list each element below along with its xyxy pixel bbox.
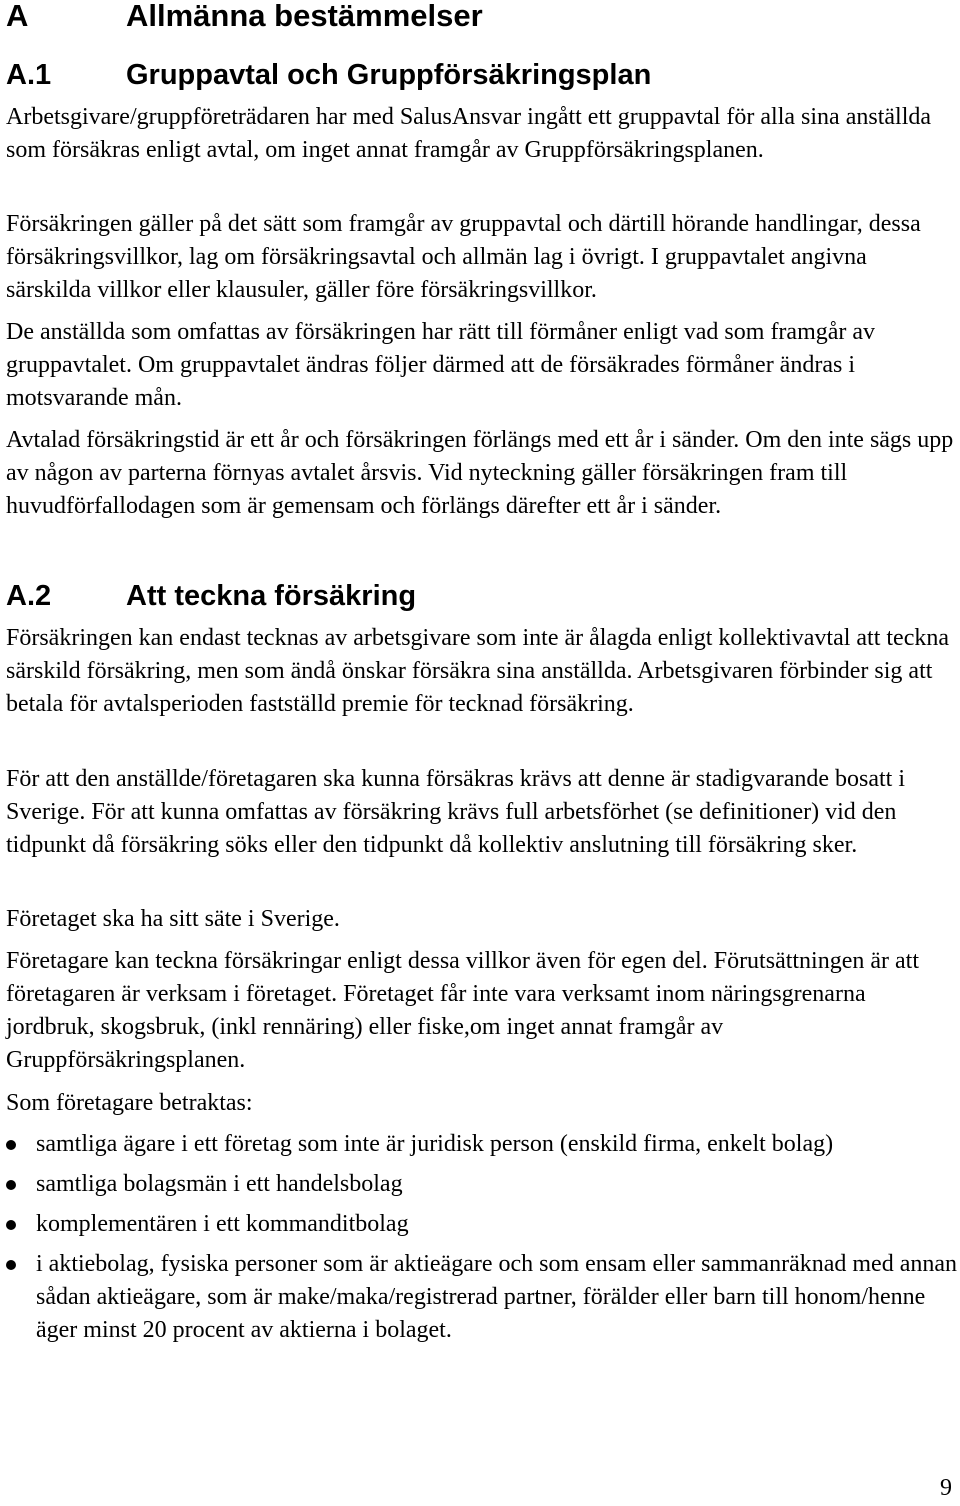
paragraph: Försäkringen gäller på det sätt som framgår av gruppavtal och därtill hörande handlingar, dessa försäkringsvillkor, lag om försäkringsavtal och allmän lag i övrigt. I gruppavtalet angivna särskilda villkor eller klausuler, gäller före försäkringsvillkor. [6, 211, 921, 303]
list-item-text: samtliga ägare i ett företag som inte är juridisk person (enskild firma, enkelt bolag) [36, 1131, 834, 1157]
list-item-text: i aktiebolag, fysiska personer som är aktieägare och som ensam eller sammanräknad med annan sådan aktieägare, som är make/maka/registrerad partner, förälder eller barn till honom/henne äger minst 20 procent av aktierna i bolaget. [36, 1251, 957, 1343]
section-number: A [6, 0, 29, 33]
list-item-text: samtliga bolagsmän i ett handelsbolag [36, 1171, 403, 1197]
bullet-icon [6, 1220, 16, 1230]
bullet-icon [6, 1140, 16, 1150]
bullet-icon [6, 1180, 16, 1190]
section-a2-heading [6, 578, 416, 614]
paragraph: Företaget ska ha sitt säte i Sverige. [6, 906, 340, 932]
list-item [6, 1168, 958, 1201]
bullet-list [6, 1128, 958, 1354]
section-title: Allmänna bestämmelser [126, 0, 483, 33]
paragraph: Arbetsgivare/gruppföreträdaren har med SalusAnsvar ingått ett gruppavtal för alla sina anställda som försäkras enligt avtal, om inget annat framgår av Gruppförsäkringsplanen. [6, 104, 932, 163]
paragraph: Företagare kan teckna försäkringar enligt dessa villkor även för egen del. Förutsättningen är att företagaren är verksam i företaget. Företaget får inte vara verksamt inom näringsgrenarna jordbruk, skogsbruk, (inkl rennäring) eller fiske,om inget annat framgår av Gruppförsäkringsplanen. [6, 948, 920, 1073]
section-a1-heading [6, 57, 651, 93]
list-item [6, 1248, 958, 1347]
section-number: A.2 [6, 580, 52, 612]
section-a-heading [6, 0, 483, 34]
paragraph: Som företagare betraktas: [6, 1090, 253, 1116]
list-item-text: komplementären i ett kommanditbolag [36, 1211, 409, 1237]
paragraph: Avtalad försäkringstid är ett år och försäkringen förlängs med ett år i sänder. Om den inte sägs upp av någon av parterna förnyas avtalet årsvis. Vid nyteckning gäller försäkringen fram till huvudförfallodagen som är gemensam och förlängs därefter ett år i sänder. [6, 427, 954, 519]
bullet-icon [6, 1260, 16, 1270]
paragraph: Försäkringen kan endast tecknas av arbetsgivare som inte är ålagda enligt kollektivavtal att teckna särskild försäkring, men som ändå önskar försäkra sina anställda. Arbetsgivaren förbinder sig att betala för avtalsperioden fastställd premie för tecknad försäkring. [6, 625, 949, 717]
list-item [6, 1128, 958, 1161]
section-number: A.1 [6, 59, 52, 91]
page-number: 9 [940, 1475, 952, 1501]
paragraph: För att den anställde/företagaren ska kunna försäkras krävs att denne är stadigvarande bosatt i Sverige. För att kunna omfattas av försäkring krävs full arbetsförhet (se definitioner) vid den tidpunkt då försäkring söks eller den tidpunkt då kollektiv anslutning till försäkring sker. [6, 766, 906, 858]
section-title: Att teckna försäkring [126, 580, 417, 612]
section-title: Gruppavtal och Gruppförsäkringsplan [126, 59, 652, 91]
list-item [6, 1208, 958, 1241]
paragraph: De anställda som omfattas av försäkringen har rätt till förmåner enligt vad som framgår av gruppavtalet. Om gruppavtalet ändras följer därmed att de försäkrades förmåner ändras i motsvarande mån. [6, 319, 876, 411]
